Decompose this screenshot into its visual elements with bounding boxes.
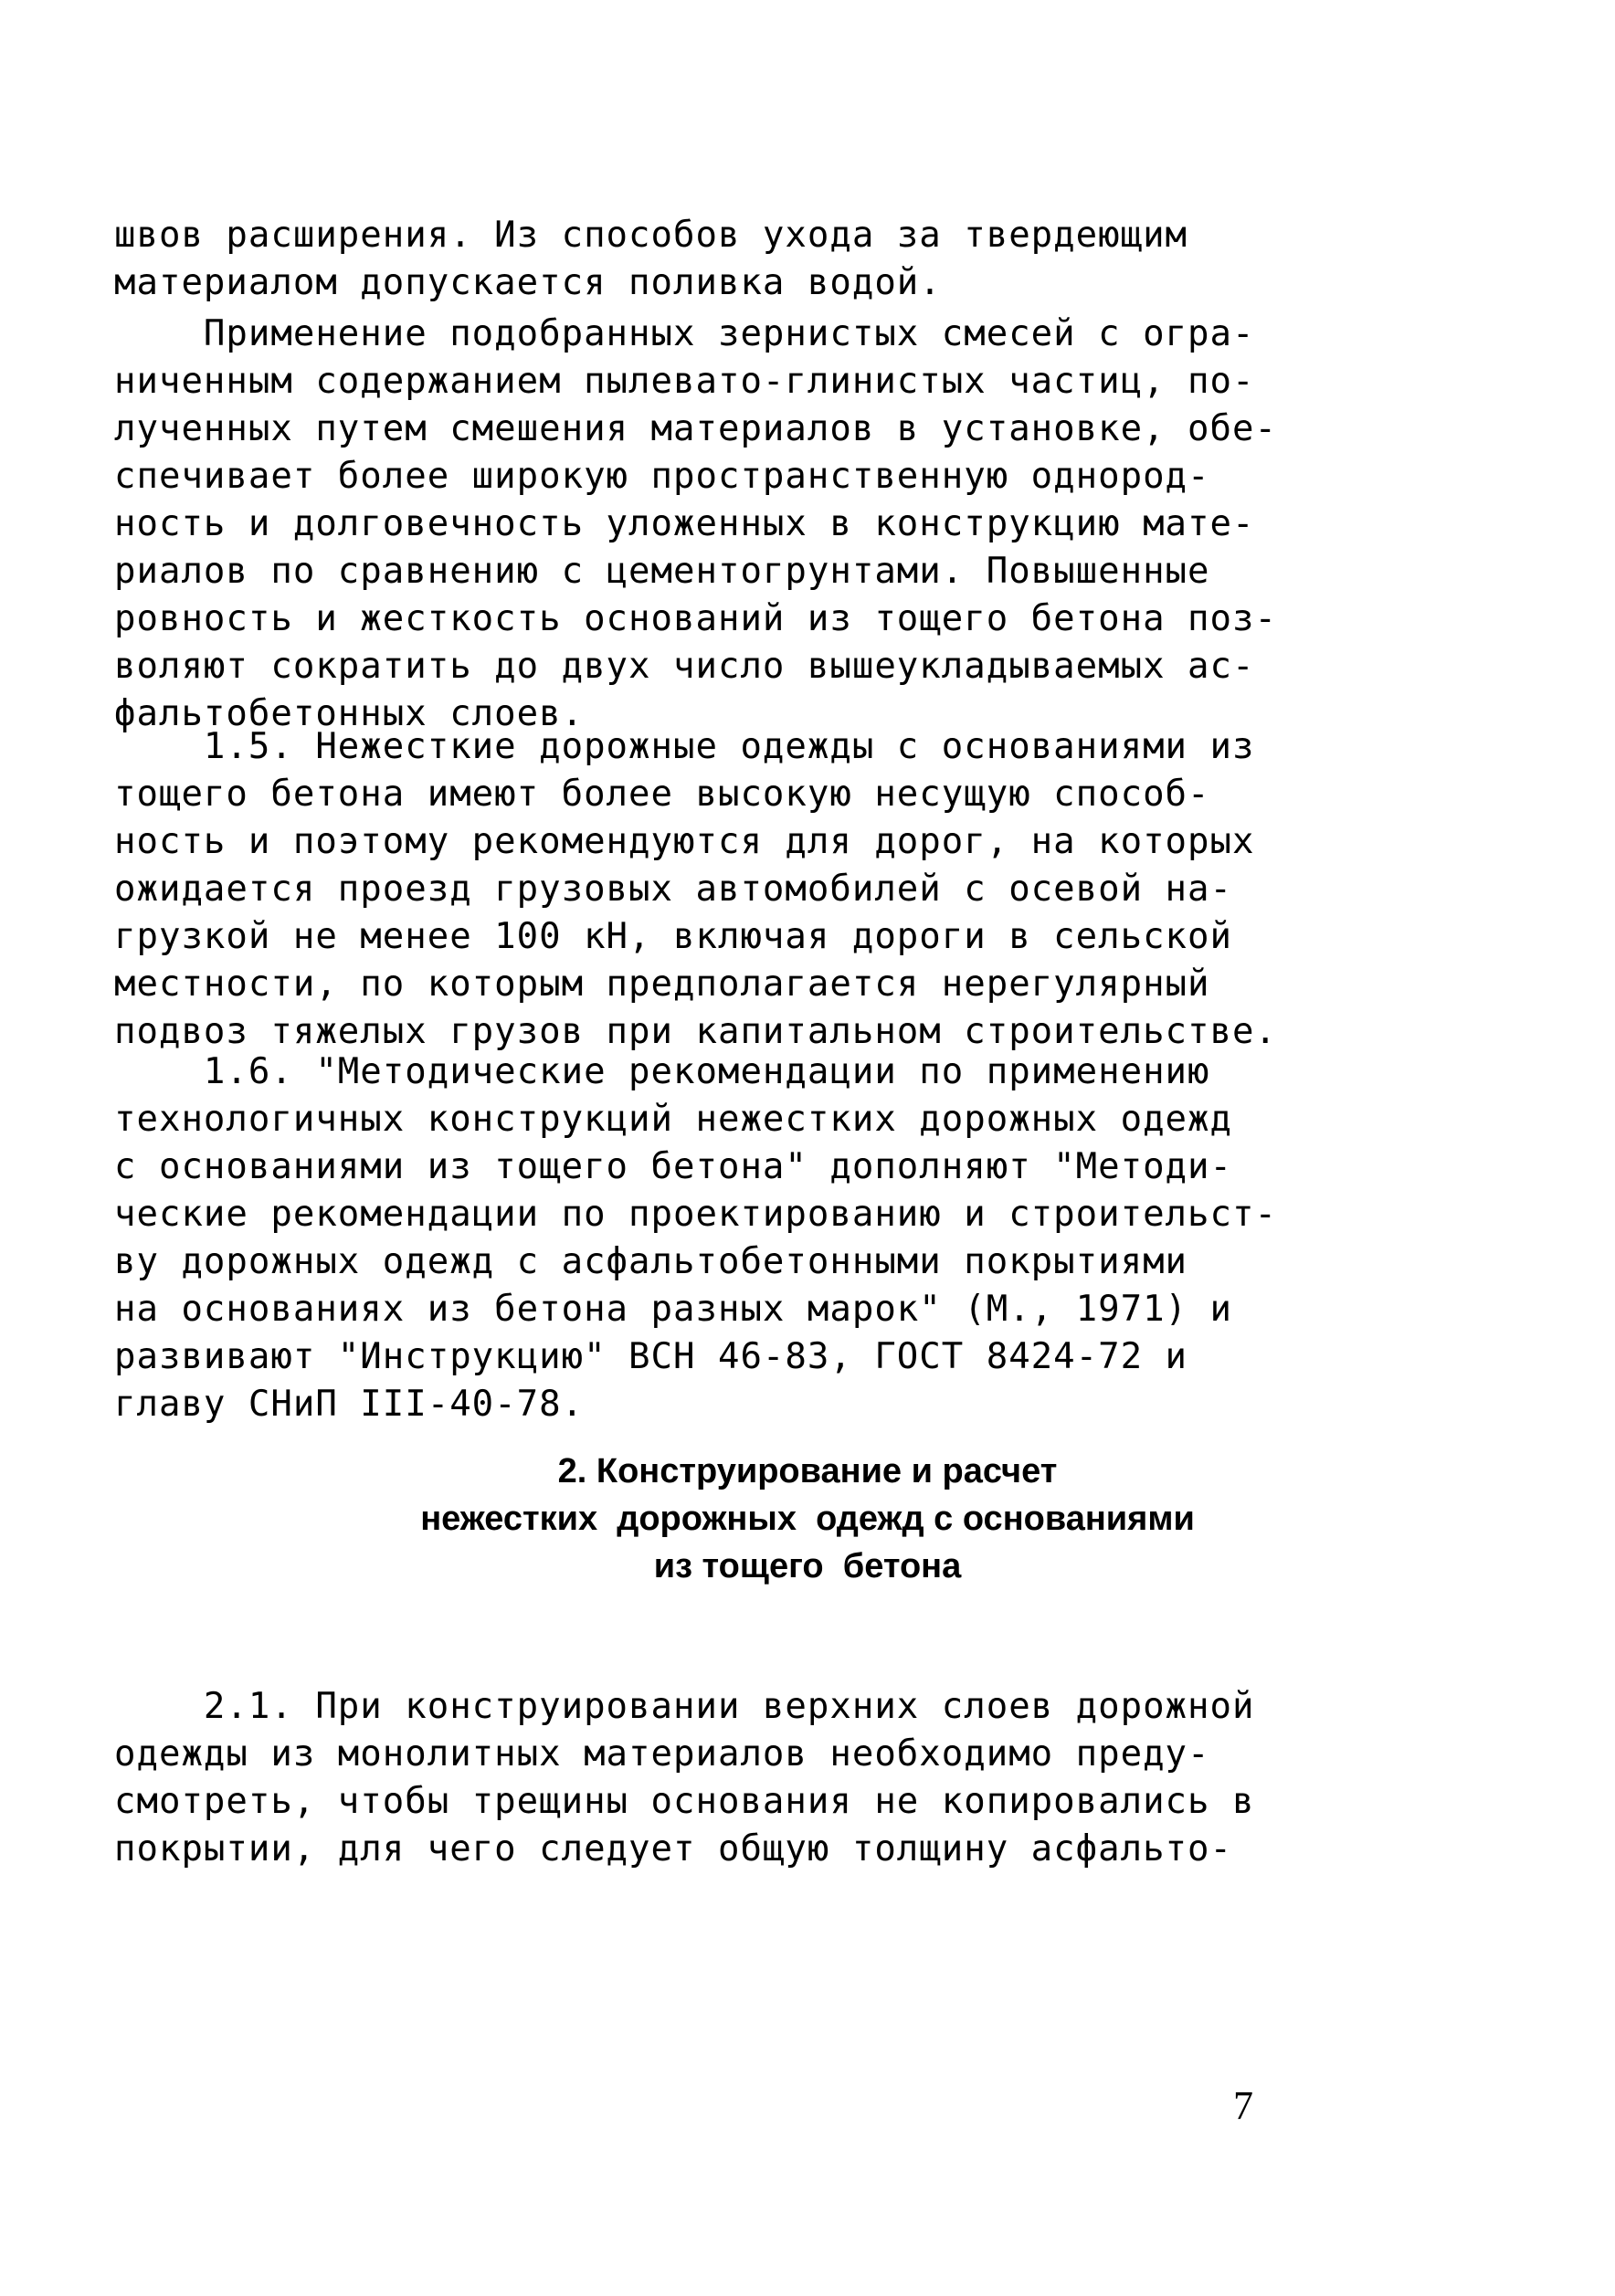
section-heading-line-3: из тощего бетона [653,1547,962,1585]
paragraph-1-6: 1.6. "Методические рекомендации по применению технологичных конструкций нежестких дорожных одежд с основаниями из тощего бетона" дополняют "Методи- ческие рекомендации по проектированию и строительст- ву дорожных одежд с асфальтобетонными покрытиями на основаниях из бетона разных марок" (М., 1971) и развивают "Инструкцию" ВСН 46-83, ГОСТ 8424-72 и главу СНиП III-40-78. [114,1051,1277,1425]
paragraph-1-5: 1.5. Нежесткие дорожные одежды с основаниями из тощего бетона имеют более высокую несущую способ- ность и поэтому рекомендуются для дорог, на которых ожидается проезд грузовых автомобилей с осевой на- грузкой не менее 100 кН, включая дороги в сельской местности, по которым предполагается нерегулярный подвоз тяжелых грузов при капитальном строительстве. [114,726,1277,1052]
section-heading [0,1448,1615,1590]
section-heading-line-1: 2. Конструирование и расчет [557,1452,1058,1490]
paragraph-2-1: 2.1. При конструировании верхних слоев дорожной одежды из монолитных материалов необходимо преду- смотреть, чтобы трещины основания не копировались в покрытии, для чего следует общую толщину асфальто- [114,1686,1255,1869]
paragraph-continuation: швов расширения. Из способов ухода за твердеющим материалом допускается поливка водой. [114,215,1188,303]
paragraph-materials: Применение подобранных зернистых смесей с огра- ниченным содержанием пылевато-глинистых частиц, по- лученных путем смешения материалов в установке, обе- спечивает более широкую пространственную однород- ность и долговечность уложенных в конструкцию мате- риалов по сравнению с цементогрунтами. Повышенные ровность и жесткость оснований из тощего бетона поз- воляют сократить до двух число вышеукладываемых ас- фальтобетонных слоев. [114,313,1277,734]
page-number: 7 [1233,2083,1253,2128]
section-heading-line-2: нежестких дорожных одежд с основаниями [420,1500,1195,1538]
